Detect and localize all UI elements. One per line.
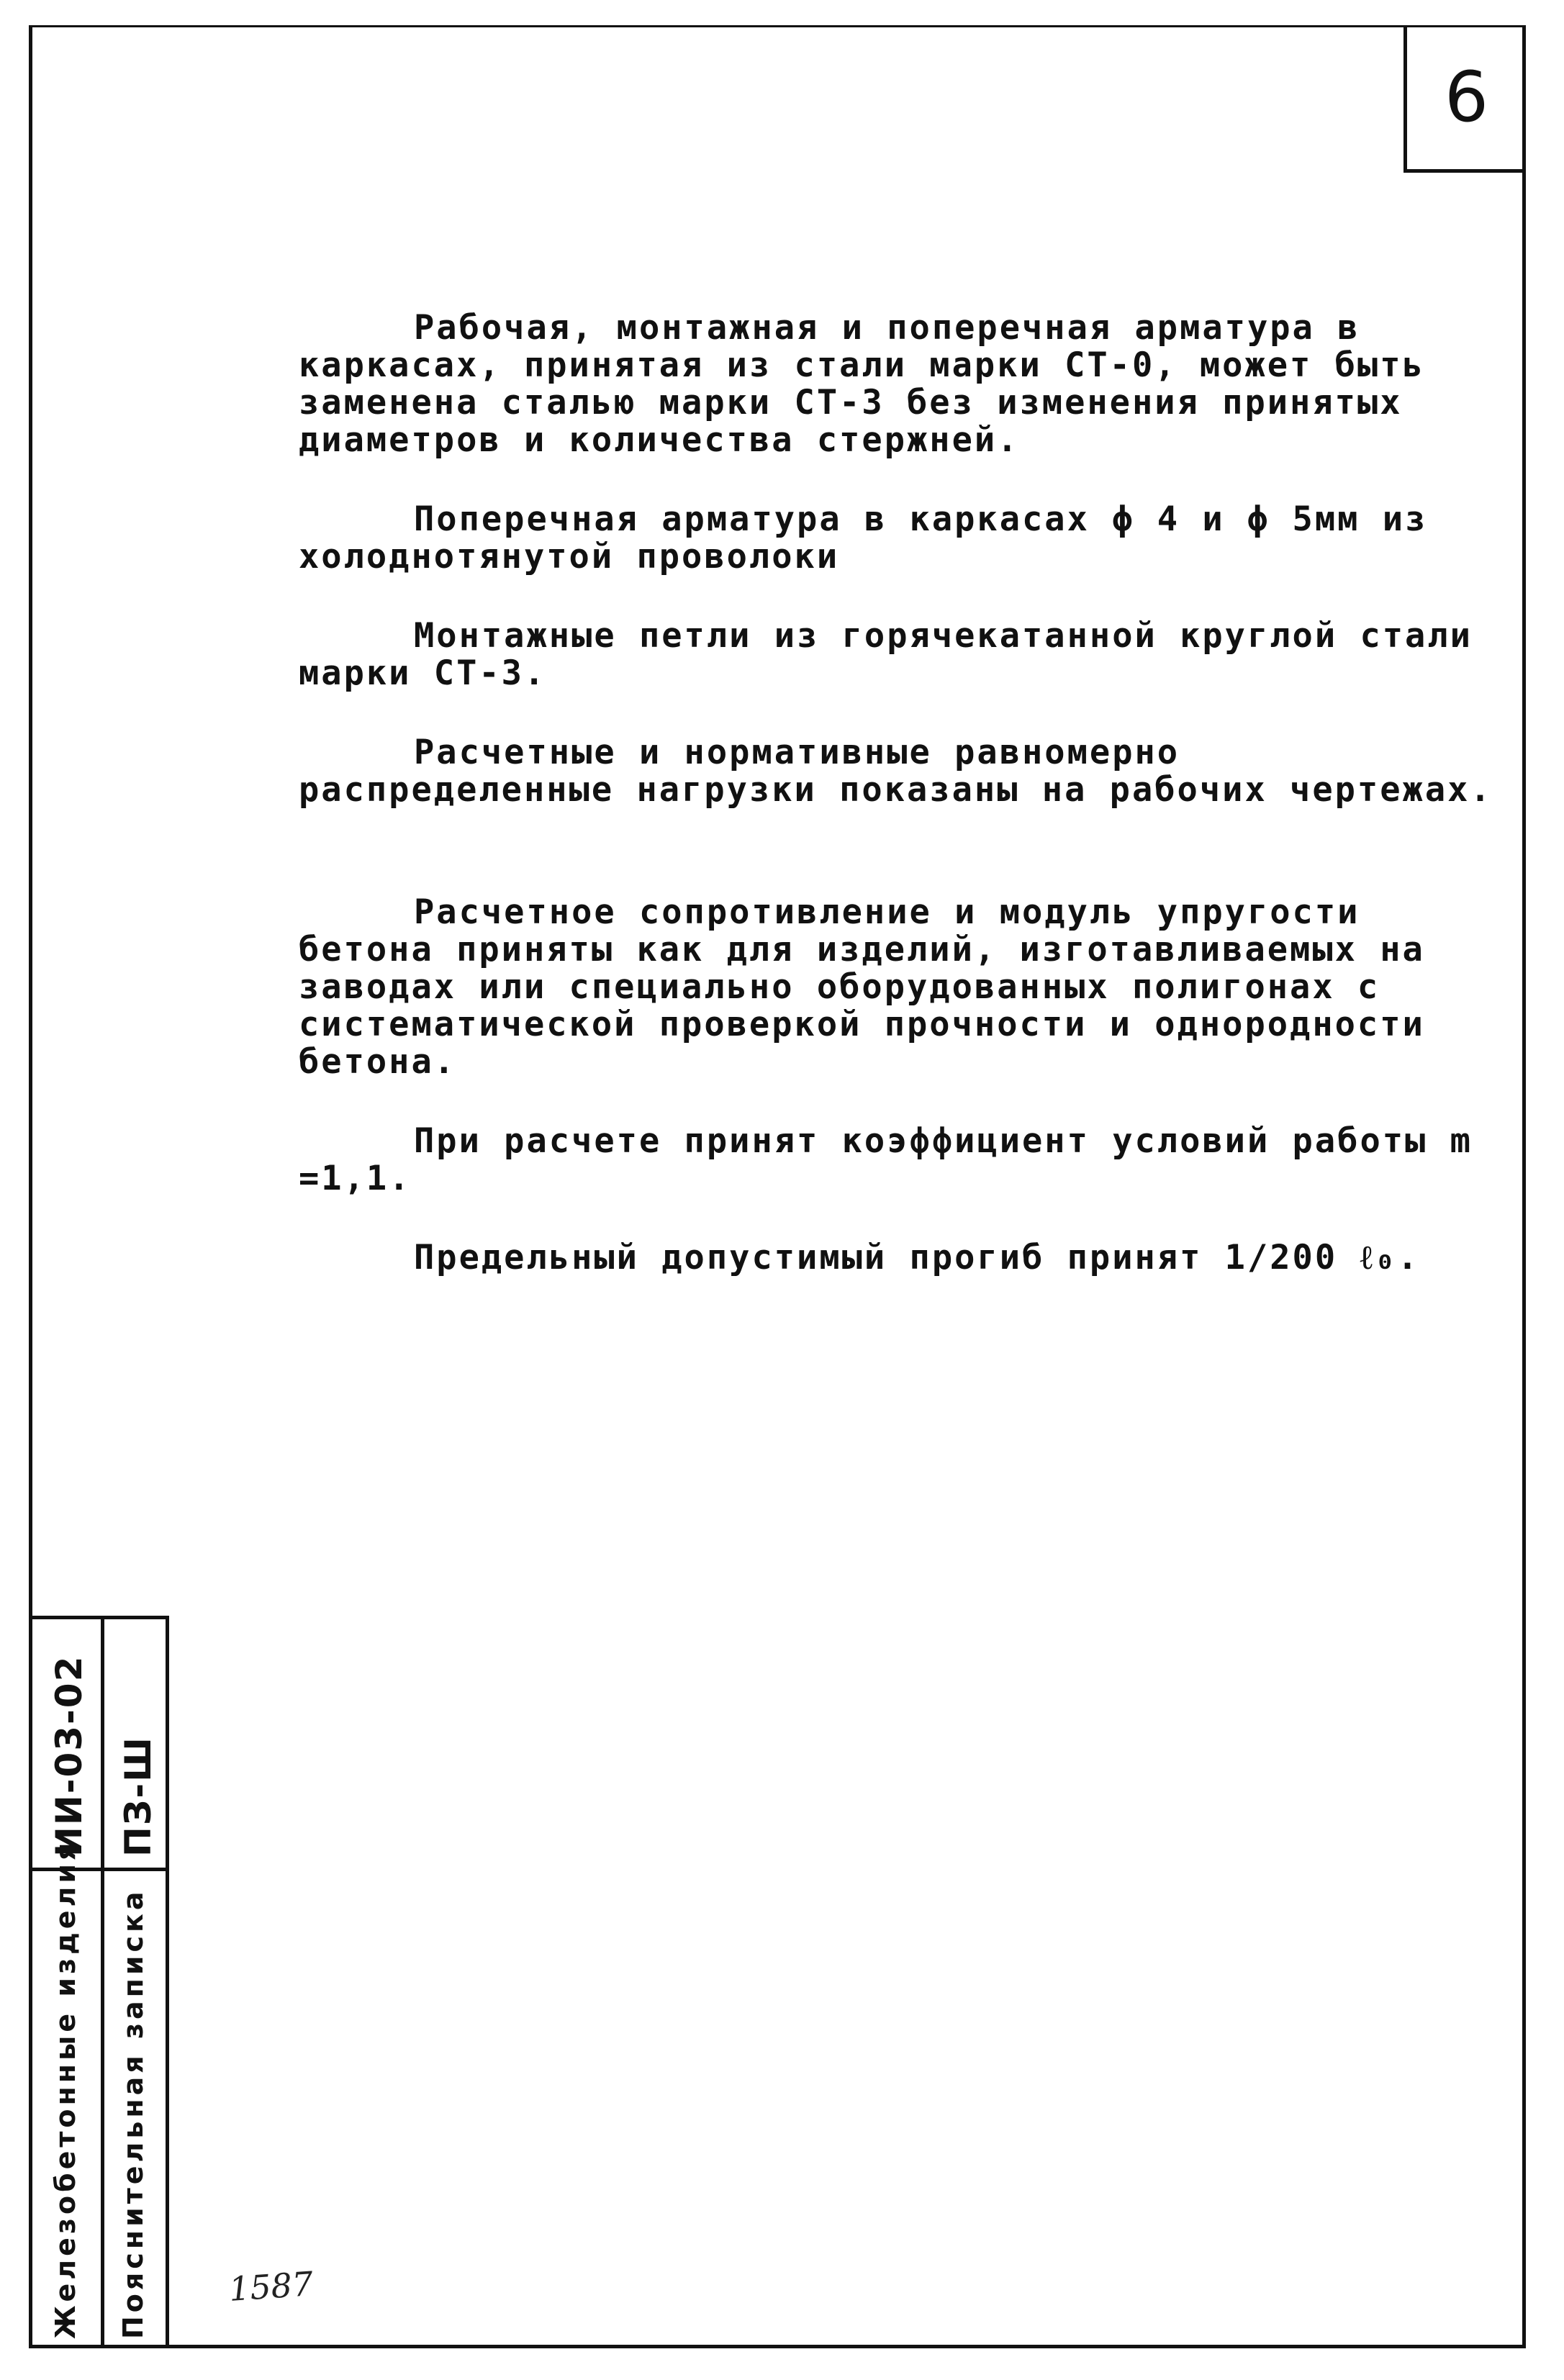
page-number-box bbox=[1403, 25, 1526, 173]
title-block-column-divider bbox=[101, 1619, 104, 2345]
paragraph-concrete-resistance: Расчетное сопротивление и модуль упругости бетона приняты как для изделий, изготавливаемых на заводах или специально оборудованных полигонах с систематической проверкой прочности и однородности бетона. bbox=[299, 892, 1448, 1082]
paragraph-work-coefficient: При расчете принят коэффициент условий работы m =1,1. bbox=[299, 1121, 1496, 1198]
paragraph-deflection-limit: Предельный допустимый прогиб принят 1/200 ℓ₀. bbox=[414, 1238, 1420, 1277]
paragraph-loads: Расчетные и нормативные равномерно распределенные нагрузки показаны на рабочих чертежах. bbox=[299, 733, 1493, 810]
paragraph-mounting-loops: Монтажные петли из горячекатанной круглой стали марки СТ-3. bbox=[299, 616, 1496, 693]
series-code: ИИ-03-02 bbox=[48, 1655, 90, 1857]
document-code: ПЗ-Ш bbox=[117, 1736, 159, 1857]
paragraph-reinforcement-steel: Рабочая, монтажная и поперечная арматура в каркасах, принятая из стали марки СТ-0, может быть заменена сталью марки СТ-3 без изменения принятых диаметров и количества стержней. bbox=[299, 308, 1448, 460]
explanatory-text bbox=[299, 308, 1496, 1318]
title-block bbox=[32, 1616, 169, 2345]
series-title: Железобетонные изделия bbox=[50, 1839, 81, 2339]
paragraph-transverse-reinforcement: Поперечная арматура в каркасах ϕ 4 и ϕ 5мм из холоднотянутой проволоки bbox=[299, 499, 1450, 576]
archive-number: 1587 bbox=[227, 2263, 315, 2309]
page-number: 6 bbox=[1444, 57, 1489, 137]
document-title: Пояснительная записка bbox=[117, 1888, 149, 2339]
